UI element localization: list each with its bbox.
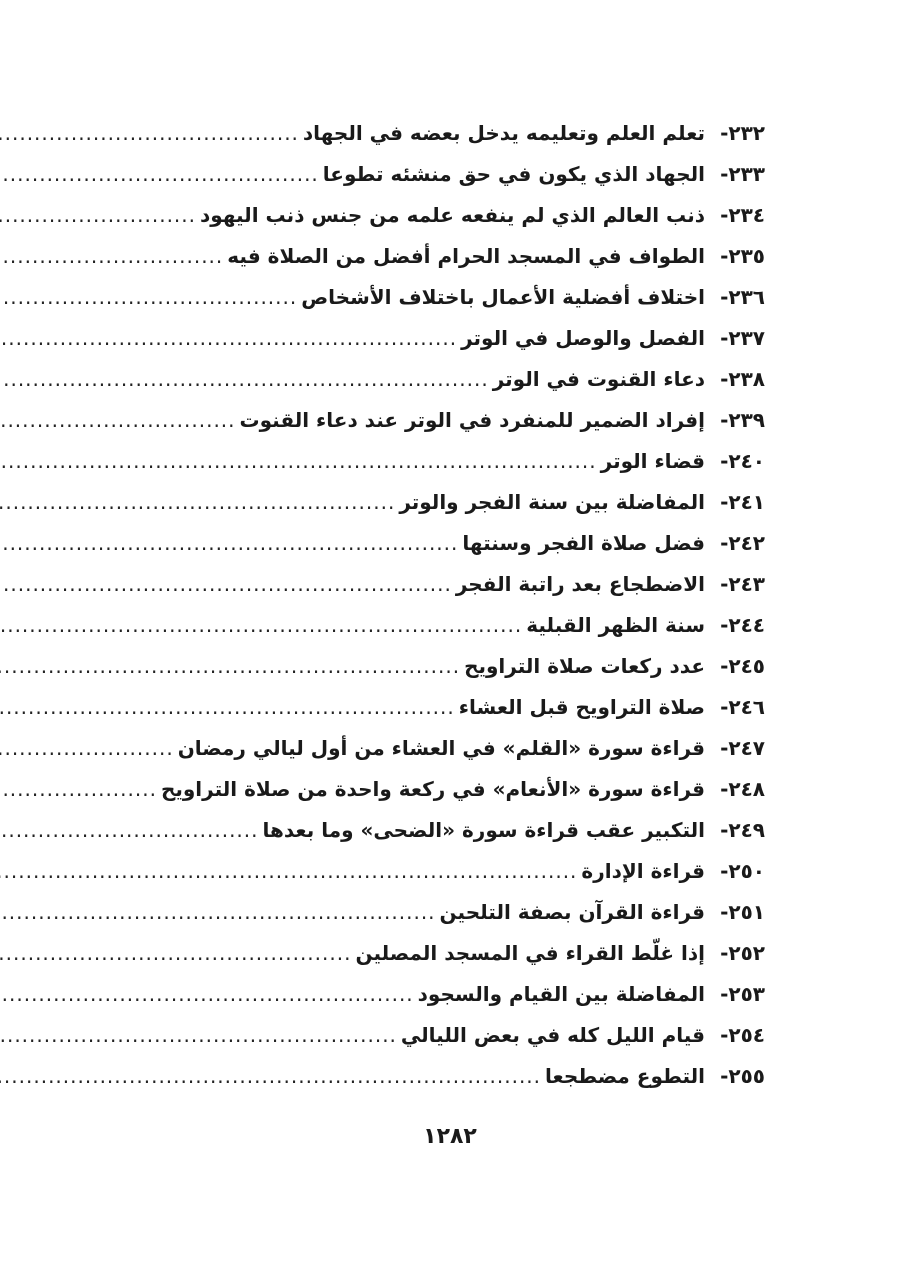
dot-leader <box>0 482 395 523</box>
toc-entry <box>145 277 765 318</box>
entry-title: صلاة التراويح قبل العشاء <box>458 695 705 719</box>
entry-title: قراءة سورة «القلم» في العشاء من أول ليالي رمضان <box>177 736 705 760</box>
entry-title: الطواف في المسجد الحرام أفضل من الصلاة فيه <box>227 244 705 268</box>
dot-leader <box>0 851 577 892</box>
entry-number: ٢٣٨- <box>720 367 765 391</box>
entry-number: ٢٥٤- <box>720 1023 765 1047</box>
toc-entry <box>145 1056 765 1097</box>
entry-title: المفاضلة بين القيام والسجود <box>417 982 705 1006</box>
entry-number: ٢٣٢- <box>720 121 765 145</box>
entry-title: سنة الظهر القبلية <box>526 613 705 637</box>
entry-number: ٢٤٤- <box>720 613 765 637</box>
toc-entry <box>145 441 765 482</box>
entry-title: المفاضلة بين سنة الفجر والوتر <box>399 490 705 514</box>
dot-leader <box>0 195 196 236</box>
entry-title: فضل صلاة الفجر وسنتها <box>462 531 705 555</box>
entry-title: اختلاف أفضلية الأعمال باختلاف الأشخاص <box>301 285 705 309</box>
dot-leader <box>0 769 157 810</box>
dot-leader <box>0 318 457 359</box>
entry-number: ٢٣٦- <box>720 285 765 309</box>
table-of-contents <box>145 113 765 1097</box>
toc-entry <box>145 728 765 769</box>
entry-number: ٢٣٥- <box>720 244 765 268</box>
entry-title: التطوع مضطجعا <box>545 1064 705 1088</box>
entry-number: ٢٤٠- <box>720 449 765 473</box>
dot-leader <box>0 1015 397 1056</box>
toc-entry <box>145 482 765 523</box>
dot-leader <box>0 441 597 482</box>
entry-title: قراءة القرآن بصفة التلحين <box>439 900 705 924</box>
dot-leader <box>0 646 460 687</box>
toc-entry <box>145 892 765 933</box>
toc-entry <box>145 564 765 605</box>
entry-number: ٢٤٣- <box>720 572 765 596</box>
toc-entry <box>145 400 765 441</box>
toc-entry <box>145 769 765 810</box>
entry-title: تعلم العلم وتعليمه يدخل بعضه في الجهاد <box>302 121 705 145</box>
entry-title: الجهاد الذي يكون في حق منشئه تطوعا <box>322 162 705 186</box>
toc-entry <box>145 605 765 646</box>
dot-leader <box>0 277 297 318</box>
entry-number: ٢٤٧- <box>720 736 765 760</box>
entry-title: قضاء الوتر <box>600 449 705 473</box>
toc-entry <box>145 1015 765 1056</box>
toc-entry <box>145 359 765 400</box>
entry-title: قراءة الإدارة <box>581 859 705 883</box>
dot-leader <box>0 154 319 195</box>
entry-number: ٢٤٢- <box>720 531 765 555</box>
toc-entry <box>145 810 765 851</box>
toc-entry <box>145 933 765 974</box>
dot-leader <box>0 1056 541 1097</box>
entry-number: ٢٤٨- <box>720 777 765 801</box>
dot-leader <box>0 236 223 277</box>
toc-entry <box>145 195 765 236</box>
entry-title: إذا غلّط القراء في المسجد المصلين <box>355 941 705 965</box>
toc-entry <box>145 523 765 564</box>
entry-title: إفراد الضمير للمنفرد في الوتر عند دعاء القنوت <box>239 408 705 432</box>
dot-leader <box>0 564 452 605</box>
entry-number: ٢٤١- <box>720 490 765 514</box>
dot-leader <box>0 400 236 441</box>
dot-leader <box>0 974 414 1015</box>
entry-title: دعاء القنوت في الوتر <box>492 367 705 391</box>
entry-title: ذنب العالم الذي لم ينفعه علمه من جنس ذنب اليهود <box>200 203 705 227</box>
dot-leader <box>0 892 436 933</box>
toc-entry <box>145 687 765 728</box>
toc-entry <box>145 851 765 892</box>
entry-title: عدد ركعات صلاة التراويح <box>464 654 705 678</box>
toc-entry <box>145 318 765 359</box>
entry-number: ٢٥٠- <box>720 859 765 883</box>
dot-leader <box>0 933 351 974</box>
dot-leader <box>0 810 259 851</box>
dot-leader <box>0 728 174 769</box>
entry-number: ٢٤٥- <box>720 654 765 678</box>
entry-number: ٢٤٩- <box>720 818 765 842</box>
entry-number: ٢٤٦- <box>720 695 765 719</box>
toc-entry <box>145 154 765 195</box>
dot-leader <box>0 687 455 728</box>
entry-title: الفصل والوصل في الوتر <box>461 326 705 350</box>
entry-number: ٢٣٣- <box>720 162 765 186</box>
toc-entry <box>145 646 765 687</box>
entry-number: ٢٣٧- <box>720 326 765 350</box>
entry-title: قيام الليل كله في بعض الليالي <box>400 1023 705 1047</box>
toc-entry <box>145 236 765 277</box>
dot-leader <box>0 605 522 646</box>
toc-entry <box>145 113 765 154</box>
entry-title: التكبير عقب قراءة سورة «الضحى» وما بعدها <box>262 818 705 842</box>
dot-leader <box>0 113 299 154</box>
entry-number: ٢٥٥- <box>720 1064 765 1088</box>
entry-number: ٢٥٣- <box>720 982 765 1006</box>
entry-number: ٢٣٤- <box>720 203 765 227</box>
entry-number: ٢٣٩- <box>720 408 765 432</box>
page-number: ١٢٨٢ <box>423 1124 477 1149</box>
entry-title: قراءة سورة «الأنعام» في ركعة واحدة من صلاة التراويح <box>160 777 705 801</box>
toc-entry <box>145 974 765 1015</box>
dot-leader <box>0 359 489 400</box>
entry-title: الاضطجاع بعد راتبة الفجر <box>455 572 705 596</box>
entry-number: ٢٥١- <box>720 900 765 924</box>
entry-number: ٢٥٢- <box>720 941 765 965</box>
dot-leader <box>0 523 458 564</box>
